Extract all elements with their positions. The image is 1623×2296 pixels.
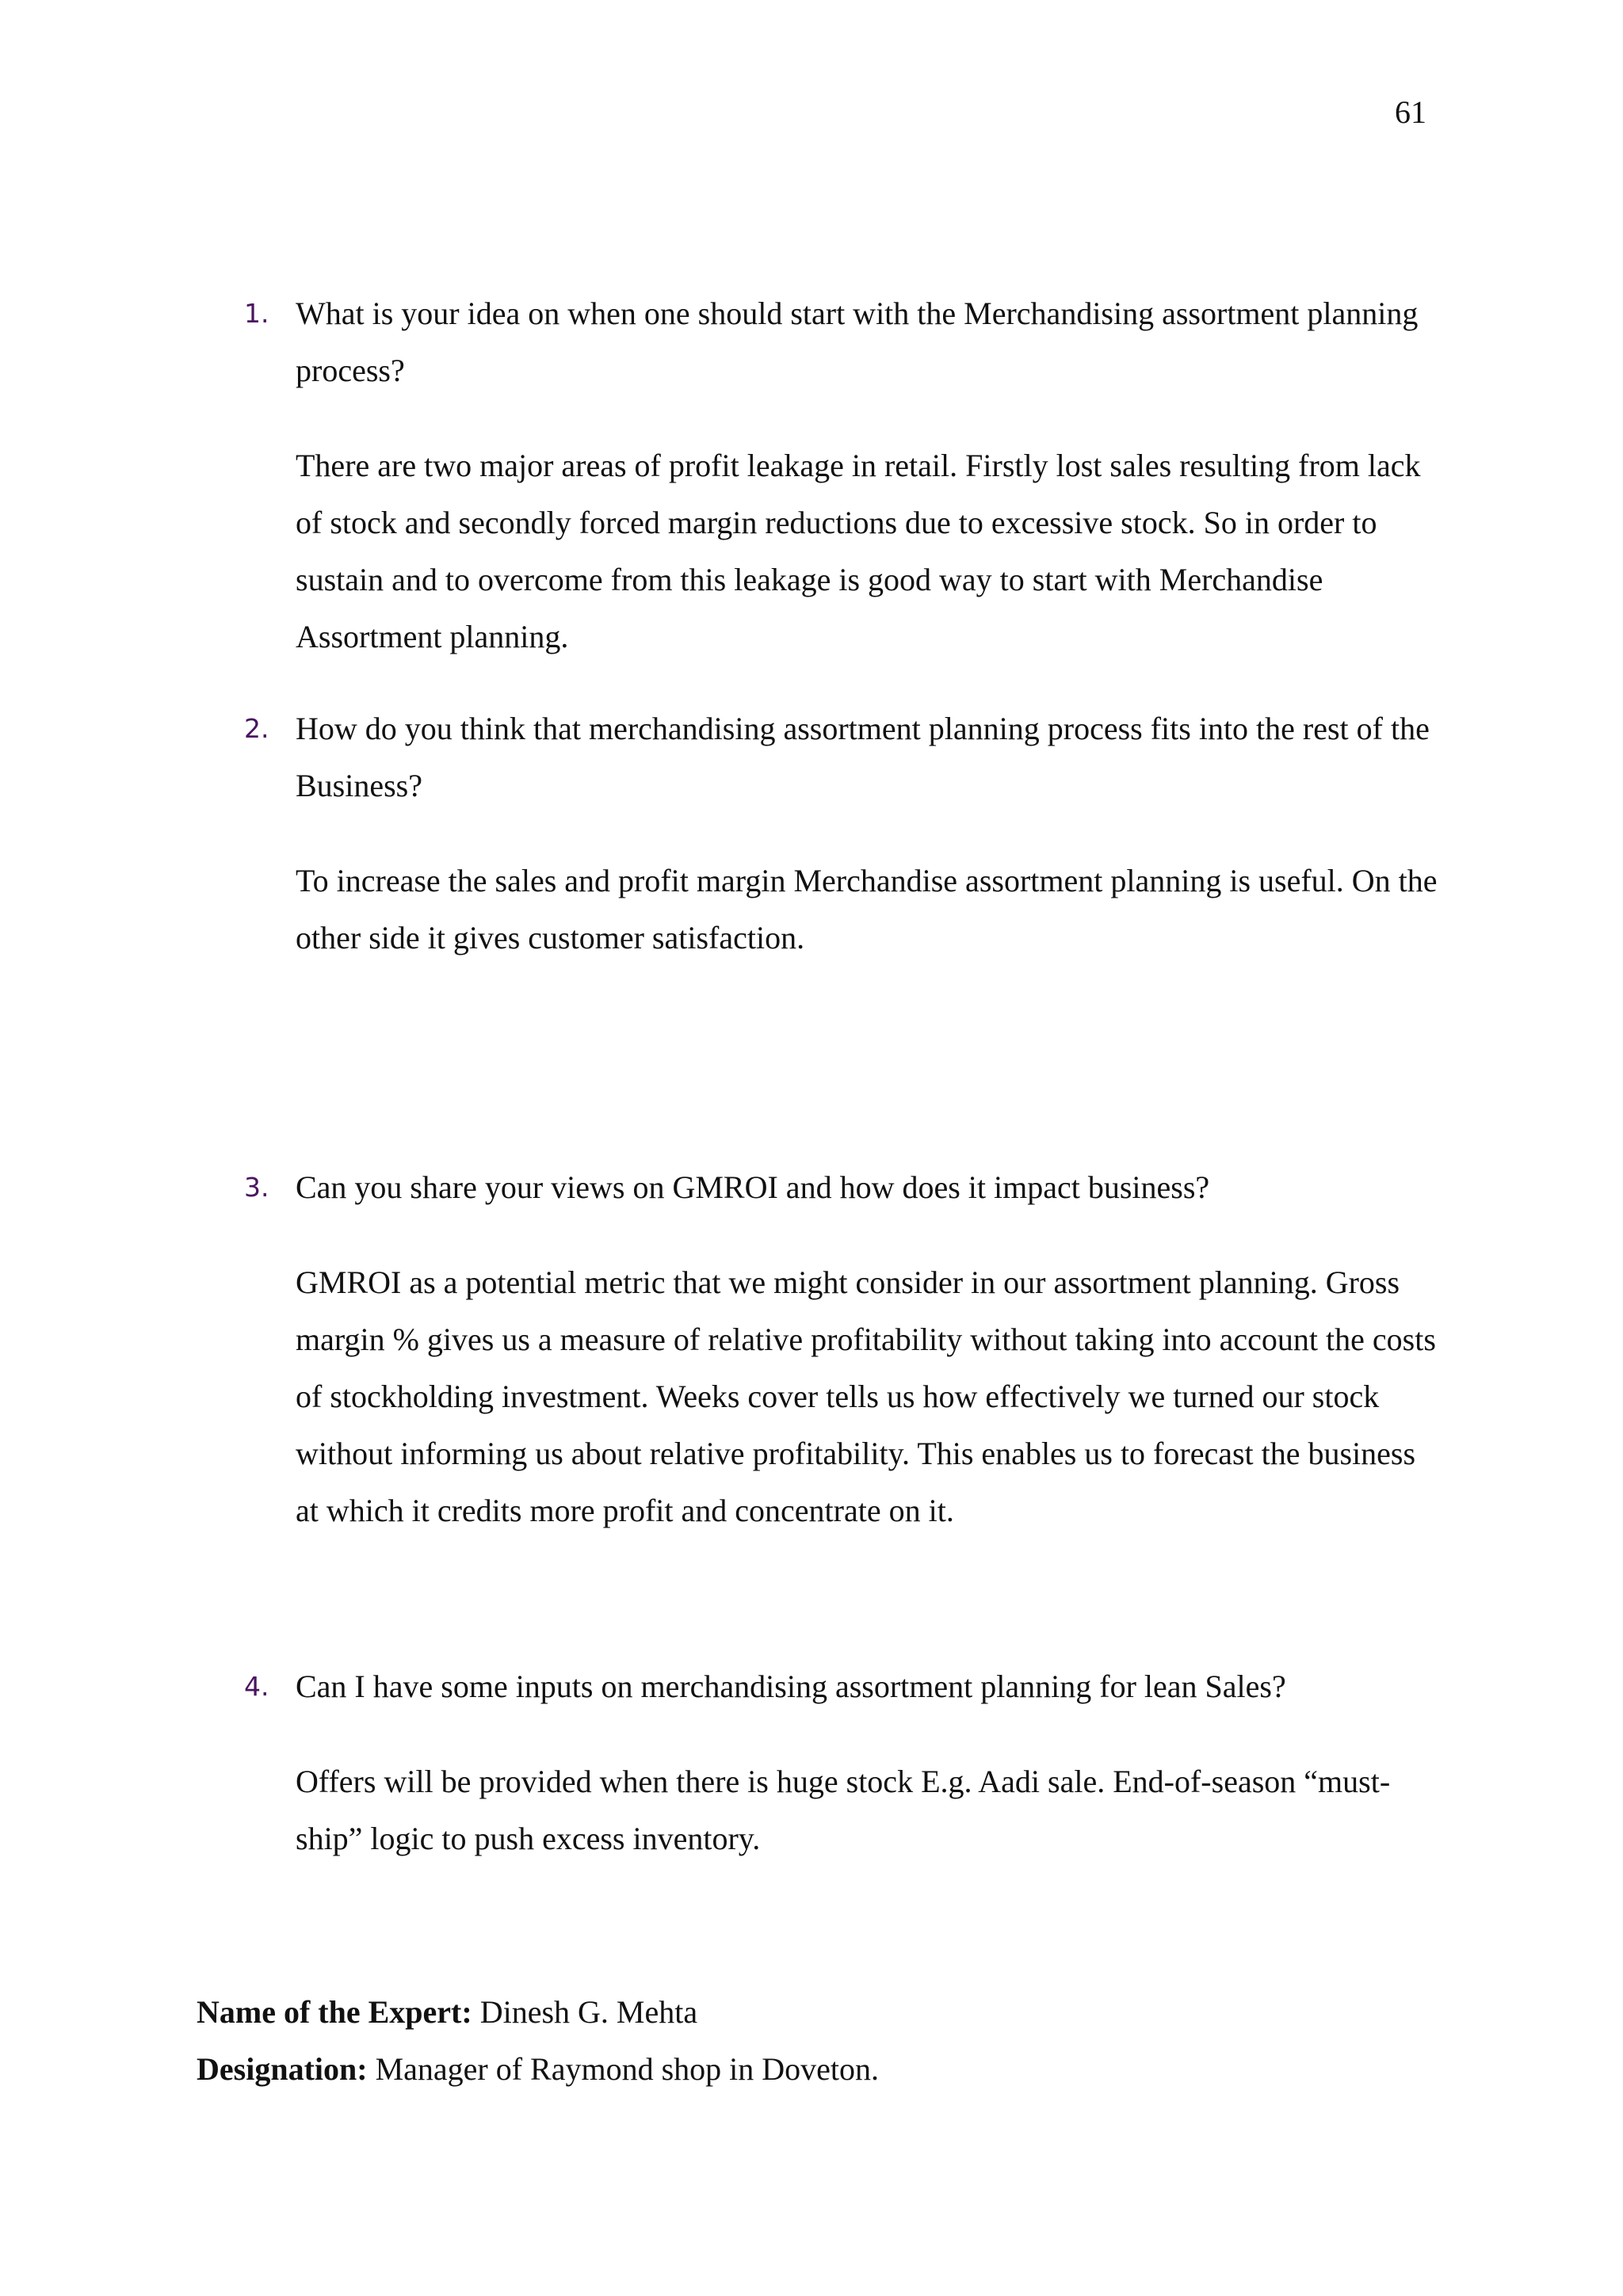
question-number: 2. bbox=[244, 713, 269, 744]
expert-name bbox=[197, 1984, 697, 2041]
question-text: Can you share your views on GMROI and how does it impact business? bbox=[296, 1169, 1210, 1205]
question-text: Can I have some inputs on merchandising assortment planning for lean Sales? bbox=[296, 1669, 1286, 1704]
answer-text: To increase the sales and profit margin Merchandise assortment planning is useful. On the other side it gives customer satisfaction. bbox=[296, 863, 1438, 955]
answer-text: There are two major areas of profit leakage in retail. Firstly lost sales resulting from lack of stock and secondly forced margin reductions due to excessive stock. So in order to sustain and to overcome from this leakage is good way to start with Merchandise Assortment planning. bbox=[296, 448, 1421, 654]
expert-designation bbox=[197, 2041, 879, 2098]
answer-text: GMROI as a potential metric that we might consider in our assortment planning. Gross margin % gives us a measure of relative profitability without taking into account the costs of stockholding investment. Weeks cover tells us how effectively we turned our stock without informing us about relative profitability. This enables us to forecast the business at which it credits more profit and concentrate on it. bbox=[296, 1264, 1436, 1528]
question-number: 1. bbox=[244, 298, 269, 329]
question-text: How do you think that merchandising assortment planning process fits into the rest of the Business? bbox=[296, 711, 1430, 803]
question-number: 3. bbox=[244, 1172, 269, 1203]
expert-designation-label: Designation: bbox=[197, 2051, 368, 2087]
expert-name-label: Name of the Expert: bbox=[197, 1994, 472, 2030]
answer-text: Offers will be provided when there is huge stock E.g. Aadi sale. End-of-season “must-ship” logic to push excess inventory. bbox=[296, 1764, 1391, 1856]
question-number: 4. bbox=[244, 1671, 269, 1702]
expert-designation-value: Manager of Raymond shop in Doveton. bbox=[367, 2051, 880, 2087]
question-text: What is your idea on when one should start with the Merchandising assortment planning process? bbox=[296, 296, 1419, 388]
expert-name-value: Dinesh G. Mehta bbox=[472, 1994, 698, 2030]
page-number: 61 bbox=[1395, 94, 1426, 130]
